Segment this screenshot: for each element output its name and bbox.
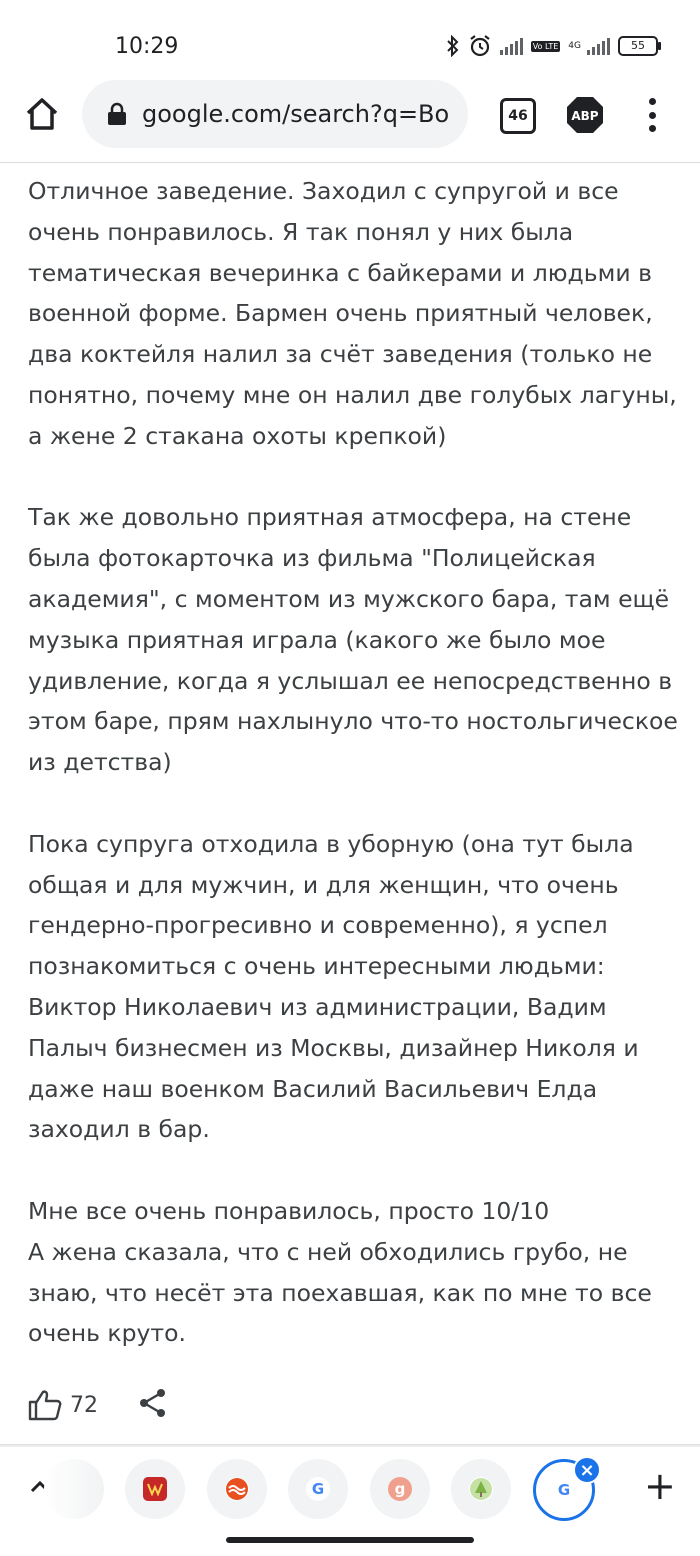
new-tab-button[interactable]: + [644, 1464, 676, 1508]
like-button[interactable] [28, 1389, 98, 1421]
review-actions [28, 1388, 168, 1422]
tab-switcher-button[interactable]: 46 [500, 98, 536, 134]
close-tab-icon[interactable]: × [573, 1456, 601, 1484]
url-text: google.com/search?q=Bo [142, 100, 450, 128]
alarm-icon [468, 34, 492, 58]
green-logo-favicon-icon [469, 1477, 493, 1501]
address-bar[interactable] [82, 80, 468, 148]
toolbar-divider [0, 162, 700, 163]
network-type: 4G [568, 41, 581, 51]
tab-thumbnail[interactable] [288, 1459, 348, 1519]
orange-g-favicon-icon: g [388, 1477, 412, 1501]
adblock-button[interactable] [566, 96, 604, 134]
review-paragraph: Мне все очень понравилось, просто 10/10 А жена сказала, что с ней обходились грубо, не знаю, что несёт эта поехавшая, как по мне то все очень круто. [28, 1196, 652, 1348]
status-icons [446, 34, 658, 58]
home-icon [22, 94, 62, 134]
tab-thumbnail[interactable] [125, 1459, 185, 1519]
tab-strip [0, 1444, 700, 1529]
browser-toolbar [0, 80, 700, 162]
tab-thumbnail[interactable] [370, 1459, 430, 1519]
like-count: 72 [70, 1392, 98, 1418]
review-paragraph: Так же довольно приятная атмосфера, на стене была фотокарточка из фильма "Полицейская академия", с моментом из мужского бара, там ещё музыка приятная играла (какого же было мое удивление, когда я услышал ее непосредственно в этом баре, прям нахлынуло что-то ностольгическое из детства) [28, 503, 678, 777]
home-indicator[interactable] [226, 1537, 474, 1543]
status-bar [0, 0, 700, 80]
tab-strip-shadow [0, 1445, 700, 1447]
share-button[interactable] [138, 1388, 168, 1422]
signal-strength-icon-2 [587, 37, 610, 55]
menu-dot [649, 112, 656, 119]
tab-thumbnail[interactable] [451, 1459, 511, 1519]
review-text [28, 171, 678, 1354]
abp-icon [566, 96, 604, 134]
signal-strength-icon [500, 37, 523, 55]
share-icon [138, 1388, 168, 1418]
google-favicon-icon: G [557, 1481, 571, 1499]
review-paragraph: Пока супруга отходила в уборную (она тут была общая и для мужчин, и для женщин, что очень гендерно-прогресивно и современно), я успел познакомиться с очень интересными людьми: Виктор Николаевич из администрации, Вадим Палыч бизнесмен из Москвы, дизайнер Николя и даже наш военком Василий Васильевич Елда заходил в бар. [28, 829, 639, 1144]
menu-dot [649, 98, 656, 105]
status-time: 10:29 [115, 34, 179, 59]
menu-dot [649, 125, 656, 132]
orange-waves-favicon-icon [225, 1477, 249, 1501]
google-favicon-icon: G [306, 1477, 330, 1501]
volte-icon: Vo LTE [532, 41, 559, 51]
tab-thumbnail[interactable] [207, 1459, 267, 1519]
battery-icon: 55 [618, 36, 658, 56]
thumbs-up-icon [28, 1389, 62, 1421]
red-app-favicon-icon [143, 1477, 167, 1501]
tab-thumbnail-partial[interactable] [44, 1459, 104, 1519]
lock-icon [106, 102, 128, 126]
overflow-menu-button[interactable] [640, 98, 664, 132]
bluetooth-icon [446, 35, 460, 57]
review-paragraph: Отличное заведение. Заходил с супругой и все очень понравилось. Я так понял у них была тематическая вечеринка с байкерами и людьми в военной форме. Бармен очень приятный человек, два коктейля налил за счёт заведения (только не понятно, почему мне он налил две голубых лагуны, а жене 2 стакана охоты крепкой) [28, 177, 677, 450]
abp-label: ABP [571, 109, 599, 123]
home-button[interactable] [22, 94, 62, 134]
